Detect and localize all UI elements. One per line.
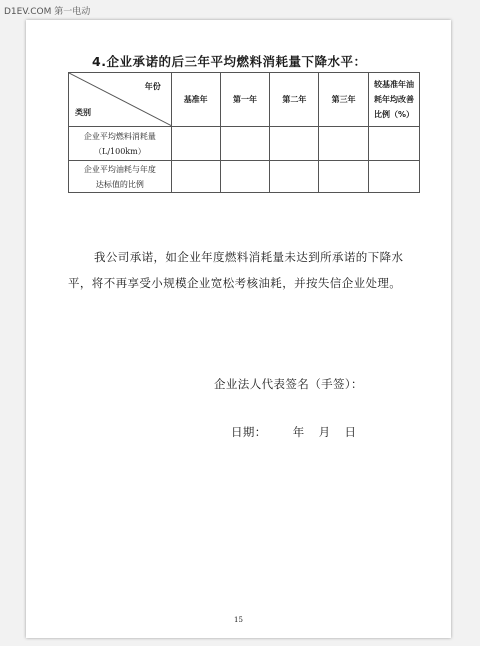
row-label-ratio-to-target bbox=[69, 161, 172, 193]
row-label-line: 企业平均燃料消耗量 bbox=[83, 131, 156, 141]
table-cell[interactable] bbox=[270, 127, 319, 161]
date-label: 日期： bbox=[231, 425, 267, 439]
column-header-improvement-rate bbox=[369, 73, 420, 127]
watermark: D1EV.COM 第一电动 bbox=[4, 7, 91, 17]
column-header-base-year: 基准年 bbox=[171, 73, 220, 127]
table-cell[interactable] bbox=[171, 161, 220, 193]
table-cell[interactable] bbox=[270, 161, 319, 193]
row-label-line: 企业平均油耗与年度 bbox=[83, 164, 156, 174]
section-heading: 4.企业承诺的后三年平均燃料消耗量下降水平： bbox=[92, 54, 367, 69]
table-cell[interactable] bbox=[369, 161, 420, 193]
commitment-paragraph: 我公司承诺，如企业年度燃料消耗量未达到所承诺的下降水平，将不再享受小规模企业宽松考核油耗，并按失信企业处理。 bbox=[68, 250, 404, 290]
column-header-year-1: 第一年 bbox=[220, 73, 270, 127]
column-header-year-3: 第三年 bbox=[319, 73, 369, 127]
corner-label-year: 年份 bbox=[144, 82, 161, 91]
row-label-line: 达标值的比例 bbox=[95, 179, 144, 189]
row-label-avg-consumption bbox=[69, 127, 172, 161]
date-line bbox=[231, 424, 356, 440]
header-line: 较基准年油 bbox=[374, 80, 415, 89]
table-cell[interactable] bbox=[220, 127, 270, 161]
table-row bbox=[69, 161, 420, 193]
table-cell[interactable] bbox=[369, 127, 420, 161]
table-header-row bbox=[69, 73, 420, 127]
table-row bbox=[69, 127, 420, 161]
header-line: 耗年均改善 bbox=[374, 95, 415, 104]
commitment-table bbox=[68, 72, 420, 193]
column-header-year-2: 第二年 bbox=[270, 73, 319, 127]
row-label-line: （L/100km） bbox=[94, 146, 146, 156]
table-cell[interactable] bbox=[319, 161, 369, 193]
corner-label-category: 类别 bbox=[75, 108, 91, 117]
table-cell[interactable] bbox=[319, 127, 369, 161]
table-cell[interactable] bbox=[220, 161, 270, 193]
header-line: 比例（%） bbox=[374, 110, 415, 119]
signature-line: 企业法人代表签名（手签）： bbox=[214, 377, 363, 391]
date-day: 日 bbox=[344, 425, 357, 439]
document-page bbox=[26, 20, 451, 638]
date-year: 年 bbox=[292, 425, 305, 439]
corner-cell bbox=[69, 73, 172, 127]
date-month: 月 bbox=[318, 425, 331, 439]
page-number: 15 bbox=[234, 616, 243, 624]
table-cell[interactable] bbox=[171, 127, 220, 161]
